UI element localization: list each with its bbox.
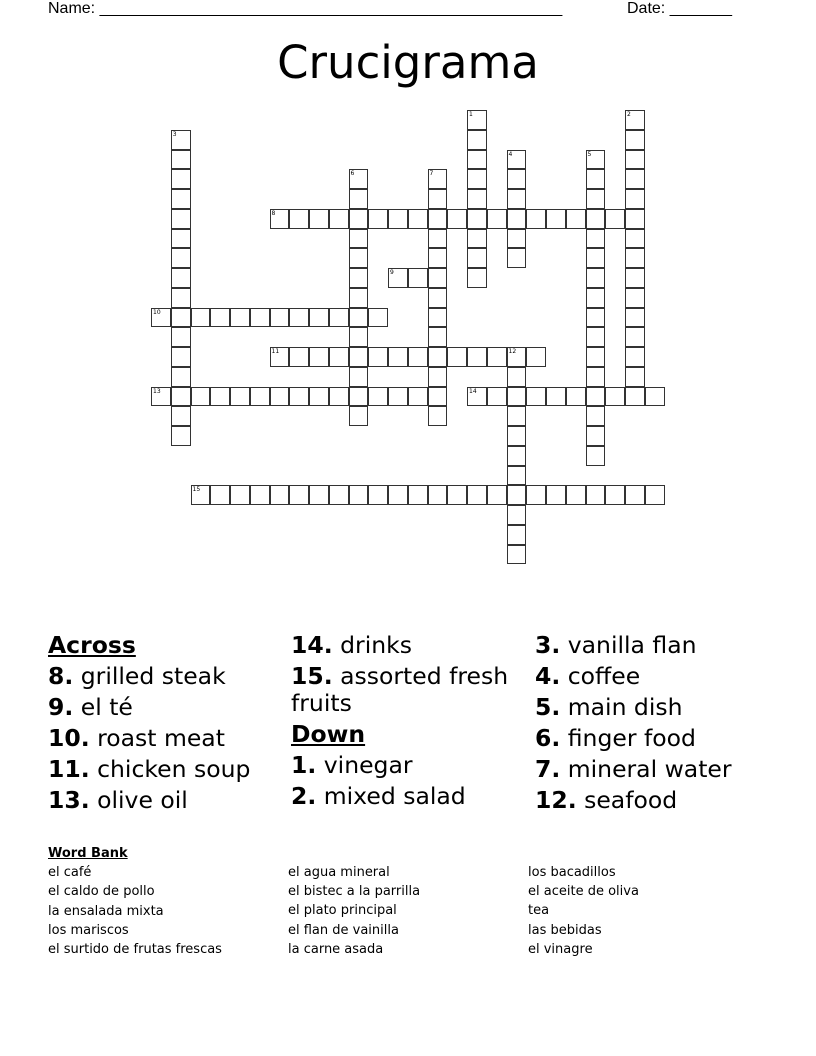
crossword-cell[interactable] [467,130,487,150]
crossword-cell[interactable] [586,229,606,249]
crossword-cell[interactable] [487,485,507,505]
crossword-cell[interactable] [210,485,230,505]
crossword-cell[interactable] [467,229,487,249]
clues-column-2 [291,632,526,810]
word-bank-item: el surtido de frutas frescas [48,942,222,958]
crossword-cell[interactable] [586,426,606,446]
word-bank-heading: Word Bank [48,846,128,861]
crossword-cell[interactable] [191,387,211,407]
crossword-cell[interactable] [349,485,369,505]
crossword-cell[interactable] [428,189,448,209]
crossword-cell[interactable] [250,485,270,505]
crossword-cell[interactable] [586,169,606,189]
crossword-cell[interactable] [625,288,645,308]
clue-number: 9 [390,269,394,276]
crossword-cell[interactable] [586,485,606,505]
crossword-cell[interactable] [171,209,191,229]
crossword-cell[interactable] [329,485,349,505]
clue-across-8: 8. grilled steak [48,662,226,690]
clue-down-7: 7. mineral water [535,755,732,783]
crossword-cell[interactable] [171,169,191,189]
crossword-cell[interactable] [210,387,230,407]
crossword-cell[interactable] [625,209,645,229]
crossword-cell[interactable] [586,150,606,170]
clue-down-1: 1. vinegar [291,751,413,779]
crossword-cell[interactable] [428,229,448,249]
crossword-cell[interactable] [605,209,625,229]
crossword-cell[interactable] [507,466,527,486]
crossword-cell[interactable] [487,387,507,407]
crossword-cell[interactable] [349,288,369,308]
crossword-cell[interactable] [645,387,665,407]
crossword-cell[interactable] [507,505,527,525]
crossword-cell[interactable] [171,327,191,347]
crossword-cell[interactable] [526,387,546,407]
crossword-cell[interactable] [349,387,369,407]
crossword-cell[interactable] [329,387,349,407]
word-bank-item: las bebidas [528,922,602,938]
crossword-cell[interactable] [586,327,606,347]
crossword-cell[interactable] [645,485,665,505]
crossword-cell[interactable] [289,347,309,367]
crossword-cell[interactable] [349,268,369,288]
crossword-cell[interactable] [349,347,369,367]
crossword-cell[interactable] [467,110,487,130]
crossword-cell[interactable] [546,209,566,229]
crossword-cell[interactable] [507,446,527,466]
across-heading: Across [48,631,136,659]
crossword-cell[interactable] [625,169,645,189]
name-field-label: Name: ____________________________________________________ [48,0,563,17]
crossword-cell[interactable] [586,308,606,328]
word-bank-item: el agua mineral [288,865,390,880]
word-bank-item: el caldo de pollo [48,884,155,900]
crossword-cell[interactable] [171,288,191,308]
crossword-cell[interactable] [230,485,250,505]
crossword-cell[interactable] [428,387,448,407]
crossword-cell[interactable] [447,209,467,229]
crossword-cell[interactable] [467,169,487,189]
crossword-cell[interactable] [368,308,388,328]
word-bank-item: el vinagre [528,941,593,957]
crossword-cell[interactable] [428,485,448,505]
down-heading: Down [291,720,366,748]
clue-down-5: 5. main dish [535,693,683,721]
crossword-cell[interactable] [171,189,191,209]
crossword-cell[interactable] [507,485,527,505]
clue-down-3: 3. vanilla flan [535,631,697,659]
crossword-cell[interactable] [467,268,487,288]
crossword-cell[interactable] [230,308,250,328]
crossword-cell[interactable] [546,387,566,407]
crossword-cell[interactable] [171,308,191,328]
crossword-cell[interactable] [408,268,428,288]
crossword-cell[interactable] [388,347,408,367]
clue-down-2: 2. mixed salad [291,782,466,810]
clue-number: 15 [192,486,201,494]
crossword-cell[interactable] [388,268,408,288]
crossword-cell[interactable] [349,209,369,229]
crossword-cell[interactable] [586,288,606,308]
crossword-cell[interactable] [586,367,606,387]
crossword-cell[interactable] [507,406,527,426]
crossword-cell[interactable] [329,308,349,328]
clue-number: 14 [469,387,477,395]
crossword-cell[interactable] [349,229,369,249]
crossword-cell[interactable] [368,485,388,505]
crossword-cell[interactable] [309,485,329,505]
clue-number: 2 [627,111,631,118]
crossword-cell[interactable] [250,387,270,407]
crossword-cell[interactable] [507,367,527,387]
crossword-cell[interactable] [428,367,448,387]
crossword-cell[interactable] [467,387,487,407]
clues-column-3 [535,630,795,816]
crossword-cell[interactable] [349,308,369,328]
crossword-cell[interactable] [270,387,290,407]
crossword-cell[interactable] [625,110,645,130]
clue-number: 6 [350,170,355,178]
crossword-cell[interactable] [428,248,448,268]
crossword-cell[interactable] [625,347,645,367]
crossword-cell[interactable] [388,485,408,505]
crossword-cell[interactable] [428,406,448,426]
crossword-cell[interactable] [270,308,290,328]
word-bank-item: el flan de vainilla [288,922,399,938]
crossword-cell[interactable] [171,150,191,170]
word-bank-item: tea [528,903,550,919]
crossword-cell[interactable] [447,485,467,505]
crossword-cell[interactable] [349,248,369,268]
crossword-cell[interactable] [171,268,191,288]
crossword-cell[interactable] [586,209,606,229]
crossword-cell[interactable] [428,268,448,288]
crossword-cell[interactable] [467,485,487,505]
crossword-cell[interactable] [586,406,606,426]
crossword-cell[interactable] [289,387,309,407]
crossword-cell[interactable] [467,248,487,268]
crossword-cell[interactable] [309,347,329,367]
crossword-cell[interactable] [467,150,487,170]
crossword-cell[interactable] [349,367,369,387]
crossword-cell[interactable] [349,406,369,426]
word-bank-column-3 [528,863,639,959]
crossword-cell[interactable] [487,347,507,367]
clue-across-11: 11. chicken soup [48,755,251,783]
clue-number: 3 [172,130,177,138]
crossword-cell[interactable] [625,327,645,347]
crossword-cell[interactable] [625,268,645,288]
crossword-cell[interactable] [428,169,448,189]
crossword-cell[interactable] [349,327,369,347]
crossword-cell[interactable] [487,209,507,229]
crossword-cell[interactable] [270,209,290,229]
crossword-cell[interactable] [507,387,527,407]
crossword-cell[interactable] [586,347,606,367]
clue-number: 5 [587,150,592,158]
crossword-cell[interactable] [586,189,606,209]
crossword-cell[interactable] [309,209,329,229]
crossword-cell[interactable] [191,308,211,328]
crossword-cell[interactable] [368,387,388,407]
word-bank-item: el café [48,865,92,881]
crossword-cell[interactable] [388,387,408,407]
crossword-cell[interactable] [270,347,290,367]
crossword-cell[interactable] [171,367,191,387]
crossword-cell[interactable] [467,209,487,229]
crossword-cell[interactable] [309,387,329,407]
crossword-cell[interactable] [467,189,487,209]
crossword-cell[interactable] [507,525,527,545]
crossword-cell[interactable] [329,347,349,367]
crossword-cell[interactable] [349,169,369,189]
crossword-cell[interactable] [368,347,388,367]
clue-number: 8 [271,209,276,217]
clue-number: 12 [508,348,517,355]
crossword-cell[interactable] [428,209,448,229]
crossword-cell[interactable] [408,209,428,229]
clue-down-6: 6. finger food [535,724,696,752]
word-bank-item: la carne asada [288,941,384,957]
crossword-cell[interactable] [625,308,645,328]
clue-across-14: 14. drinks [291,631,412,659]
crossword-cell[interactable] [586,248,606,268]
clue-number: 11 [271,348,280,355]
clue-across-10: 10. roast meat [48,724,225,752]
crossword-cell[interactable] [526,485,546,505]
crossword-cell[interactable] [625,229,645,249]
crossword-cell[interactable] [270,485,290,505]
word-bank-item: los mariscos [48,922,129,938]
crossword-cell[interactable] [151,387,171,407]
crossword-cell[interactable] [507,545,527,565]
crossword-cell[interactable] [289,209,309,229]
crossword-cell[interactable] [625,387,645,407]
crossword-cell[interactable] [625,189,645,209]
crossword-cell[interactable] [408,347,428,367]
clue-number: 7 [429,170,434,178]
crossword-cell[interactable] [309,308,329,328]
crossword-cell[interactable] [191,485,211,505]
crossword-cell[interactable] [428,327,448,347]
crossword-cell[interactable] [388,209,408,229]
clue-down-4: 4. coffee [535,662,641,690]
word-bank-item: los bacadillos [528,865,616,880]
crossword-cell[interactable] [507,150,527,170]
crossword-cell[interactable] [625,150,645,170]
crossword-cell[interactable] [289,485,309,505]
crossword-cell[interactable] [605,387,625,407]
clue-number: 10 [153,308,161,316]
crossword-cell[interactable] [408,387,428,407]
crossword-cell[interactable] [507,169,527,189]
crossword-cell[interactable] [546,485,566,505]
page-title: Crucigrama [277,36,539,89]
crossword-cell[interactable] [586,446,606,466]
crossword-cell[interactable] [428,308,448,328]
crossword-cell[interactable] [171,130,191,150]
crossword-cell[interactable] [428,288,448,308]
clue-across-15: 15. assorted fresh fruits [291,662,509,717]
crossword-cell[interactable] [507,189,527,209]
crossword-cell[interactable] [566,387,586,407]
crossword-cell[interactable] [625,130,645,150]
crossword-cell[interactable] [507,209,527,229]
crossword-cell[interactable] [447,347,467,367]
crossword-cell[interactable] [566,209,586,229]
crossword-cell[interactable] [526,347,546,367]
crossword-cell[interactable] [605,485,625,505]
crossword-cell[interactable] [408,485,428,505]
clues-column-1 [48,630,288,816]
word-bank-item: el aceite de oliva [528,884,639,900]
clue-number: 4 [508,150,513,158]
crossword-cell[interactable] [289,308,309,328]
crossword-cell[interactable] [171,347,191,367]
crossword-cell[interactable] [507,426,527,446]
crossword-cell[interactable] [171,406,191,426]
crossword-cell[interactable] [566,485,586,505]
crossword-cell[interactable] [349,189,369,209]
crossword-cell[interactable] [230,387,250,407]
crossword-cell[interactable] [625,485,645,505]
crossword-cell[interactable] [586,268,606,288]
word-bank-column-1 [48,844,222,959]
clue-number: 13 [153,387,161,395]
crossword-cell[interactable] [428,347,448,367]
date-field-label: Date: _______ [627,0,732,17]
word-bank-item: la ensalada mixta [48,903,164,919]
crossword-cell[interactable] [507,229,527,249]
clue-across-13: 13. olive oil [48,786,188,814]
crossword-cell[interactable] [467,347,487,367]
word-bank-item: el plato principal [288,903,397,919]
crossword-cell[interactable] [210,308,230,328]
crossword-cell[interactable] [507,347,527,367]
crossword-cell[interactable] [507,248,527,268]
clue-across-9: 9. el té [48,693,133,721]
crossword-cell[interactable] [625,367,645,387]
crossword-cell[interactable] [526,209,546,229]
clue-number: 1 [469,111,473,118]
crossword-cell[interactable] [368,209,388,229]
crossword-cell[interactable] [151,308,171,328]
crossword-cell[interactable] [586,387,606,407]
crossword-cell[interactable] [329,209,349,229]
crossword-cell[interactable] [171,387,191,407]
word-bank-item: el bistec a la parrilla [288,884,421,900]
crossword-cell[interactable] [171,229,191,249]
word-bank-column-2 [288,863,420,959]
crossword-cell[interactable] [171,426,191,446]
clue-down-12: 12. seafood [535,786,678,814]
crossword-cell[interactable] [171,248,191,268]
crossword-cell[interactable] [625,248,645,268]
crossword-cell[interactable] [250,308,270,328]
